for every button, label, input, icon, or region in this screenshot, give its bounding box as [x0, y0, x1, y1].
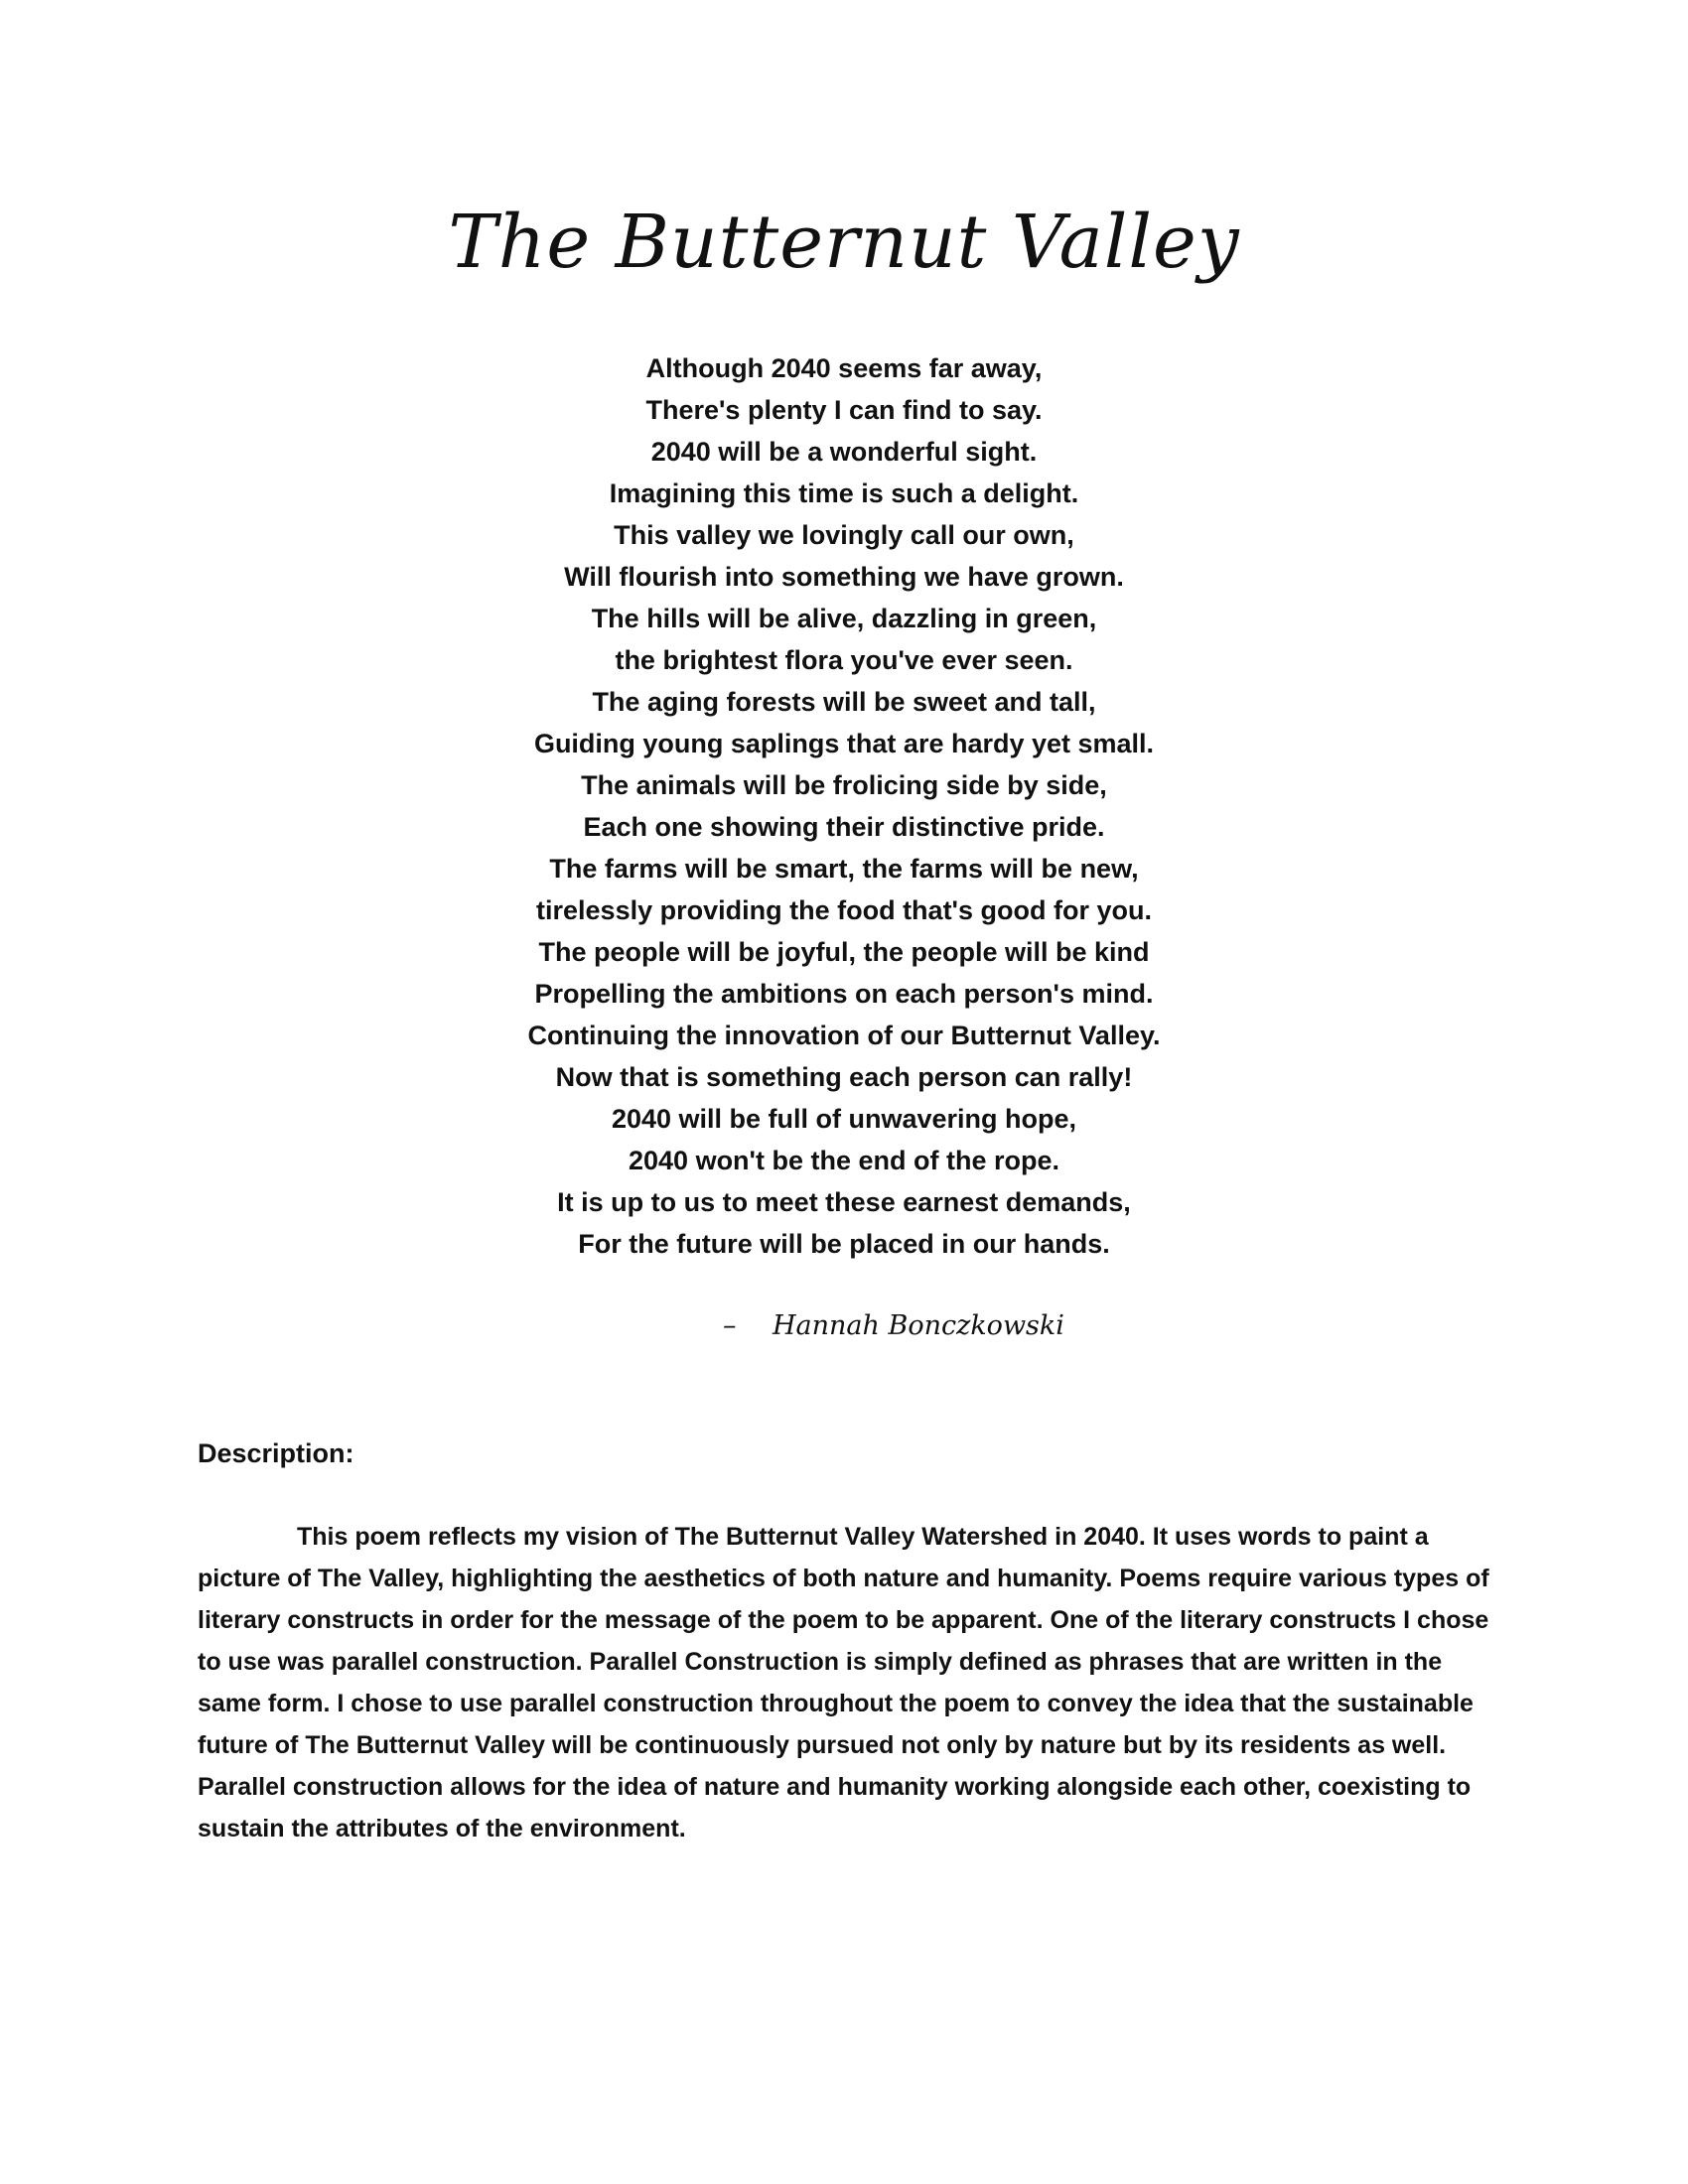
poem-line: There's plenty I can find to say. — [645, 395, 1043, 425]
poem-title: The Butternut Valley — [448, 200, 1240, 285]
poem-line: It is up to us to meet these earnest demands, — [557, 1187, 1131, 1217]
description-line: literary constructs in order for the message of the poem to be apparent. One of the literary constructs I chose — [198, 1606, 1489, 1634]
poem-line: The animals will be frolicing side by side, — [581, 770, 1107, 800]
poem-line: 2040 will be a wonderful sight. — [650, 437, 1038, 467]
poem-line: The aging forests will be sweet and tall, — [592, 687, 1096, 717]
signature-dash: – — [723, 1310, 737, 1341]
description-line: picture of The Valley, highlighting the aesthetics of both nature and humanity. Poems require various types of — [198, 1565, 1489, 1592]
poem-line: Propelling the ambitions on each person's mind. — [534, 979, 1154, 1009]
description-heading: Description: — [198, 1438, 354, 1468]
poem-line: The people will be joyful, the people will be kind — [538, 937, 1150, 967]
poem-line: Each one showing their distinctive pride. — [583, 812, 1105, 842]
poem-line: 2040 will be full of unwavering hope, — [611, 1104, 1077, 1134]
poem-line: Continuing the innovation of our Butternut Valley. — [527, 1021, 1161, 1050]
poem-line: tirelessly providing the food that's good for you. — [536, 895, 1152, 925]
poem-line: For the future will be placed in our hands. — [578, 1229, 1110, 1259]
description-line: sustain the attributes of the environment. — [198, 1815, 686, 1843]
poem-body — [0, 347, 1688, 1265]
description-line: to use was parallel construction. Parallel Construction is simply defined as phrases that are written in the — [198, 1648, 1443, 1676]
poem-line: 2040 won't be the end of the rope. — [629, 1146, 1059, 1175]
poem-line: Guiding young saplings that are hardy yet small. — [533, 729, 1155, 758]
author-name: Hannah Bonczkowski — [773, 1310, 1064, 1341]
poem-line: Imagining this time is such a delight. — [609, 478, 1079, 508]
description-line: Parallel construction allows for the idea of nature and humanity working alongside each other, coexisting to — [198, 1773, 1472, 1801]
author-signature — [723, 1306, 1319, 1346]
description-line: same form. I chose to use parallel construction throughout the poem to convey the idea that the sustainable — [198, 1690, 1474, 1717]
poem-line: the brightest flora you've ever seen. — [615, 645, 1073, 675]
poem-line: Now that is something each person can rally! — [555, 1062, 1133, 1092]
poem-line: The farms will be smart, the farms will be new, — [549, 854, 1139, 884]
poem-line: This valley we lovingly call our own, — [614, 520, 1074, 550]
poem-line: Although 2040 seems far away, — [645, 353, 1043, 383]
poem-line: The hills will be alive, dazzling in green, — [591, 604, 1097, 633]
description-paragraph — [198, 1516, 1488, 1849]
description-line: This poem reflects my vision of The Butternut Valley Watershed in 2040. It uses words to paint a — [297, 1523, 1429, 1551]
description-line: future of The Butternut Valley will be continuously pursued not only by nature but by its residents as well. — [198, 1731, 1447, 1759]
poem-line: Will flourish into something we have grown. — [564, 562, 1124, 592]
